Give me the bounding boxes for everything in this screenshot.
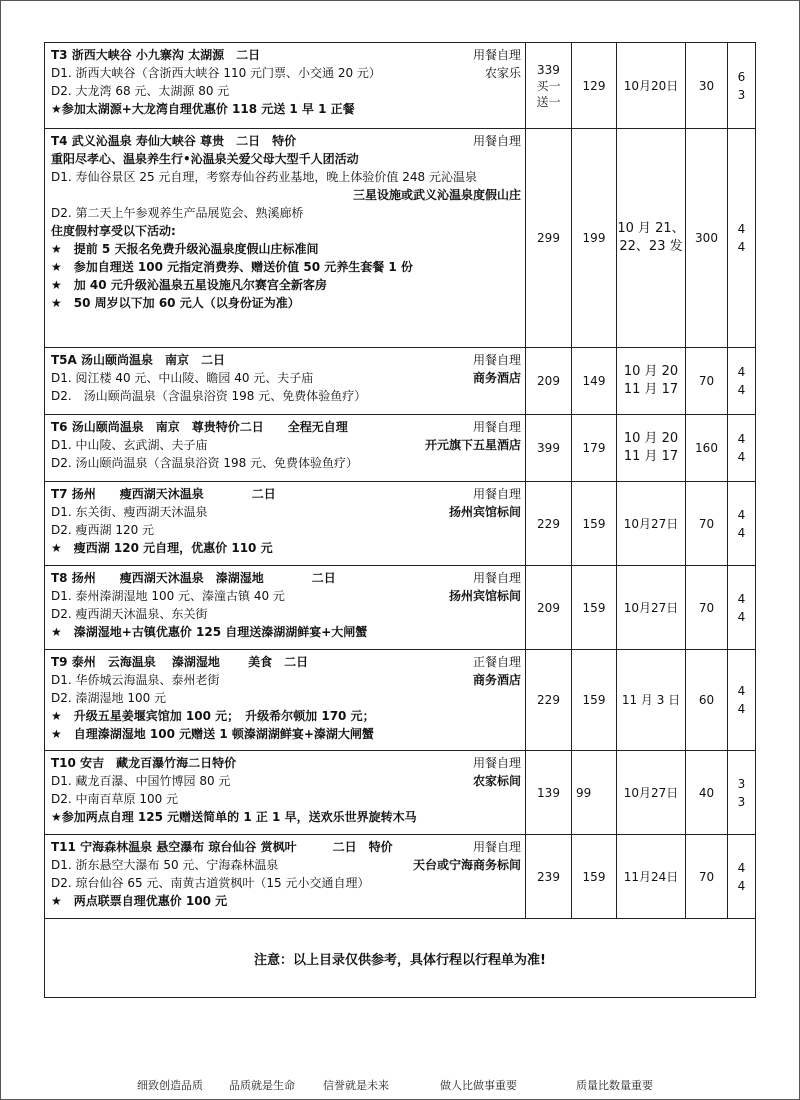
itinerary-text: ★ 两点联票自理优惠价 100 元 (51, 894, 228, 908)
itinerary-line (51, 454, 521, 472)
itinerary-text: D2. 汤山颐尚温泉（含温泉浴资 198 元、免费体验鱼疗） (51, 389, 367, 403)
tour-row (45, 482, 756, 566)
accommodation: 扬州宾馆标间 (448, 505, 521, 519)
tour-row (45, 835, 756, 919)
itinerary-text: ★ 参加自理送 100 元指定消费券、赠送价值 50 元养生套餐 1 份 (51, 260, 413, 274)
tour-row (45, 751, 756, 835)
itinerary-text: D1. 华侨城云海温泉、泰州老街 (51, 673, 220, 687)
date-line: 11 月 3 日 (621, 693, 681, 707)
itinerary-table (44, 42, 756, 998)
itinerary-line (51, 892, 521, 910)
accommodation: 天台或宁海商务标间 (412, 858, 521, 872)
itinerary-line (51, 436, 521, 454)
itinerary-text: D1. 泰州溱湖湿地 100 元、溱潼古镇 40 元 (51, 589, 285, 603)
itinerary-text: 住度假村享受以下活动: (51, 224, 176, 238)
tour-title: T3 浙西大峡谷 小九寨沟 太湖源 二日 (51, 48, 261, 62)
footer-slogan: 信誉就是未来 (323, 1079, 389, 1092)
itinerary-line (51, 521, 521, 539)
seat-count: 40 (686, 751, 728, 835)
itinerary-text: ★ 自理溱湖湿地 100 元赠送 1 顿溱湖湖鲜宴+溱湖大闸蟹 (51, 727, 374, 741)
meal-note: 用餐自理 (472, 134, 521, 148)
itinerary-line (51, 276, 521, 294)
tour-title-line (51, 569, 521, 587)
itinerary-text: ★参加两点自理 125 元赠送简单的 1 正 1 早，送欢乐世界旋转木马 (51, 810, 417, 824)
duration-code (728, 650, 756, 751)
tour-row (45, 566, 756, 650)
price-discount: 149 (572, 348, 617, 415)
itinerary-text: ★ 瘦西湖 120 元自理，优惠价 110 元 (51, 541, 273, 555)
itinerary-text: ★ 50 周岁以下加 60 元人（以身份证为准） (51, 296, 300, 310)
price-discount: 159 (572, 566, 617, 650)
itinerary-text: 重阳尽孝心、温泉养生行•沁温泉关爱父母大型千人团活动 (51, 152, 359, 166)
price-standard: 299 (526, 129, 572, 348)
duration-code (728, 751, 756, 835)
code-line: 4 (737, 222, 746, 236)
price-standard: 399 (526, 415, 572, 482)
itinerary-text: D1. 阅江楼 40 元、中山陵、瞻园 40 元、夫子庙 (51, 371, 314, 385)
itinerary-line (51, 240, 521, 258)
itinerary-text: D2. 瘦西湖 120 元 (51, 523, 155, 537)
accommodation: 商务酒店 (472, 371, 521, 385)
tour-title-line (51, 754, 521, 772)
duration-code (728, 835, 756, 919)
itinerary-text: D1. 浙东悬空大瀑布 50 元、宁海森林温泉 (51, 858, 279, 872)
itinerary-line (51, 790, 521, 808)
itinerary-text: D2. 第二天上午参观养生产品展览会、熟溪廊桥 (51, 206, 304, 220)
code-line: 4 (737, 450, 746, 464)
itinerary-line (51, 725, 521, 743)
date-line: 22、23 发 (619, 239, 683, 254)
itinerary-text: D2. 瘦西湖天沐温泉、东关街 (51, 607, 208, 621)
departure-date (617, 415, 686, 482)
footer-slogan: 细致创造品质 (137, 1079, 203, 1092)
itinerary-line (51, 689, 521, 707)
departure-date (617, 566, 686, 650)
accommodation: 扬州宾馆标间 (448, 589, 521, 603)
itinerary-body (45, 43, 756, 998)
tour-description (45, 482, 526, 566)
tour-title-line (51, 838, 521, 856)
price-standard (526, 43, 572, 129)
itinerary-text: D2. 大龙湾 68 元、太湖源 80 元 (51, 84, 230, 98)
price-promo: 送一 (536, 94, 561, 109)
seat-count: 60 (686, 650, 728, 751)
itinerary-text: ★参加太湖源+大龙湾自理优惠价 118 元送 1 早 1 正餐 (51, 102, 355, 116)
date-line: 10月27日 (623, 600, 679, 615)
duration-code (728, 415, 756, 482)
itinerary-text: D1. 藏龙百瀑、中国竹博园 80 元 (51, 774, 231, 788)
itinerary-line (51, 204, 521, 222)
tour-description (45, 650, 526, 751)
price-discount: 179 (572, 415, 617, 482)
code-line: 4 (737, 240, 746, 254)
price-standard: 229 (526, 482, 572, 566)
date-line: 11 月 17 (623, 449, 679, 464)
price-standard: 239 (526, 835, 572, 919)
duration-code (728, 566, 756, 650)
tour-description (45, 751, 526, 835)
code-line: 4 (737, 432, 746, 446)
code-line: 4 (737, 591, 746, 606)
tour-description (45, 348, 526, 415)
footer-slogan: 质量比数量重要 (576, 1079, 653, 1092)
duration-code (728, 43, 756, 129)
itinerary-line (51, 186, 521, 204)
meal-note: 用餐自理 (472, 840, 521, 854)
accommodation: 商务酒店 (472, 673, 521, 687)
tour-row (45, 650, 756, 751)
seat-count: 160 (686, 415, 728, 482)
itinerary-text: ★ 溱湖湿地+古镇优惠价 125 自理送溱湖湖鲜宴+大闸蟹 (51, 625, 368, 639)
itinerary-text: D1. 东关街、瘦西湖天沐温泉 (51, 505, 208, 519)
seat-count: 70 (686, 482, 728, 566)
itinerary-text: D2. 汤山颐尚温泉（含温泉浴资 198 元、免费体验鱼疗） (51, 456, 359, 470)
tour-title-line (51, 418, 521, 436)
date-line: 11月24日 (623, 869, 679, 884)
tour-title: T11 宁海森林温泉 悬空瀑布 琼台仙谷 赏枫叶 二日 特价 (51, 840, 393, 854)
tour-description (45, 129, 526, 348)
code-line: 3 (737, 776, 746, 791)
duration-code (728, 129, 756, 348)
itinerary-line (51, 168, 521, 186)
itinerary-text: ★ 升级五星姜堰宾馆加 100 元； 升级希尔顿加 170 元； (51, 709, 375, 723)
price-discount: 99 (572, 751, 617, 835)
seat-count: 70 (686, 835, 728, 919)
seat-count: 70 (686, 348, 728, 415)
seat-count: 300 (686, 129, 728, 348)
code-line: 4 (737, 702, 746, 716)
price-discount: 159 (572, 650, 617, 751)
date-line: 10月27日 (623, 785, 679, 800)
itinerary-line (51, 623, 521, 641)
tour-title-line (51, 46, 521, 64)
itinerary-text: D2. 中南百草原 100 元 (51, 792, 179, 806)
itinerary-line (51, 387, 521, 405)
itinerary-line (51, 258, 521, 276)
tour-row (45, 129, 756, 348)
code-line: 4 (737, 860, 746, 875)
tour-title: T5A 汤山颐尚温泉 南京 二日 (51, 353, 226, 367)
itinerary-line (51, 82, 521, 100)
tour-title-line (51, 653, 521, 671)
itinerary-line (51, 605, 521, 623)
itinerary-line (51, 64, 521, 82)
departure-date (617, 348, 686, 415)
tour-title-line (51, 351, 521, 369)
code-line: 3 (737, 87, 746, 102)
code-line: 4 (737, 609, 746, 624)
seat-count: 30 (686, 43, 728, 129)
itinerary-text: D1. 浙西大峡谷（含浙西大峡谷 110 元门票、小交通 20 元） (51, 66, 381, 80)
itinerary-line (51, 369, 521, 387)
tour-title: T6 汤山颐尚温泉 南京 尊贵特价二日 全程无自理 (51, 420, 348, 434)
itinerary-text: D1. 寿仙谷景区 25 元自理，考察寿仙谷药业基地，晚上体验价值 248 元沁温泉 (51, 170, 477, 184)
tour-title: T4 武义沁温泉 寿仙大峡谷 尊贵 二日 特价 (51, 134, 297, 148)
itinerary-line (51, 294, 521, 312)
code-line: 4 (737, 684, 746, 698)
price-discount: 199 (572, 129, 617, 348)
tour-row (45, 415, 756, 482)
date-line: 10 月 20 (623, 364, 679, 379)
date-line: 11 月 17 (623, 382, 679, 397)
itinerary-text: D2. 溱湖湿地 100 元 (51, 691, 167, 705)
code-line: 4 (737, 525, 746, 540)
meal-note: 用餐自理 (472, 571, 521, 585)
accommodation: 三星设施或武义沁温泉度假山庄 (352, 188, 521, 202)
tour-description (45, 835, 526, 919)
itinerary-line (51, 150, 521, 168)
price-discount: 159 (572, 835, 617, 919)
date-line: 10月20日 (623, 78, 679, 93)
meal-note: 用餐自理 (472, 420, 521, 434)
code-line: 4 (737, 507, 746, 522)
tour-title-line (51, 485, 521, 503)
tour-title: T7 扬州 瘦西湖天沐温泉 二日 (51, 487, 276, 501)
price-standard: 209 (526, 566, 572, 650)
meal-note: 用餐自理 (472, 487, 521, 501)
itinerary-text: ★ 提前 5 天报名免费升级沁温泉度假山庄标准间 (51, 242, 319, 256)
meal-note: 用餐自理 (472, 48, 521, 62)
price-discount: 159 (572, 482, 617, 566)
tour-title: T10 安吉 藏龙百瀑竹海二日特价 (51, 756, 237, 770)
itinerary-line (51, 671, 521, 689)
itinerary-line (51, 772, 521, 790)
price-standard: 139 (526, 751, 572, 835)
tour-title: T9 泰州 云海温泉 溱湖湿地 美食 二日 (51, 655, 309, 669)
price-discount: 129 (572, 43, 617, 129)
itinerary-line (51, 587, 521, 605)
accommodation: 农家乐 (484, 66, 521, 80)
itinerary-line (51, 808, 521, 826)
footer-slogan: 做人比做事重要 (440, 1079, 517, 1092)
code-line: 3 (737, 794, 746, 809)
code-line: 6 (737, 69, 746, 84)
date-line: 10 月 20 (623, 431, 679, 446)
itinerary-line (51, 539, 521, 557)
itinerary-text: ★ 加 40 元升级沁温泉五星设施凡尔赛宫全新客房 (51, 278, 327, 292)
price-standard: 209 (526, 348, 572, 415)
footer-slogan: 品质就是生命 (229, 1079, 295, 1092)
note-row (45, 919, 756, 998)
price-value: 339 (537, 62, 560, 77)
departure-date (617, 751, 686, 835)
itinerary-text: D1. 中山陵、玄武湖、夫子庙 (51, 438, 208, 452)
date-line: 10 月 21、 (617, 221, 685, 236)
tour-description (45, 43, 526, 129)
date-line: 10月27日 (623, 516, 679, 531)
itinerary-line (51, 707, 521, 725)
itinerary-text: D2. 琼台仙谷 65 元、南黄古道赏枫叶（15 元小交通自理） (51, 876, 370, 890)
seat-count: 70 (686, 566, 728, 650)
meal-note: 用餐自理 (472, 756, 521, 770)
duration-code (728, 348, 756, 415)
code-line: 4 (737, 365, 746, 379)
tour-description (45, 566, 526, 650)
duration-code (728, 482, 756, 566)
itinerary-line (51, 503, 521, 521)
meal-note: 用餐自理 (472, 353, 521, 367)
departure-date (617, 650, 686, 751)
price-standard: 229 (526, 650, 572, 751)
departure-date (617, 43, 686, 129)
code-line: 4 (737, 383, 746, 397)
code-line: 4 (737, 878, 746, 893)
departure-date (617, 835, 686, 919)
tour-row (45, 348, 756, 415)
disclaimer-note: 注意：以上目录仅供参考，具体行程以行程单为准! (45, 919, 756, 998)
tour-row (45, 43, 756, 129)
itinerary-line (51, 100, 521, 118)
accommodation: 开元旗下五星酒店 (424, 438, 521, 452)
departure-date (617, 482, 686, 566)
accommodation: 农家标间 (472, 774, 521, 788)
tour-title: T8 扬州 瘦西湖天沐温泉 溱湖湿地 二日 (51, 571, 336, 585)
tour-description (45, 415, 526, 482)
itinerary-line (51, 874, 521, 892)
price-promo: 买一 (536, 78, 561, 93)
meal-note: 正餐自理 (472, 655, 521, 669)
itinerary-line (51, 222, 521, 240)
tour-title-line (51, 132, 521, 150)
departure-date (617, 129, 686, 348)
itinerary-line (51, 856, 521, 874)
